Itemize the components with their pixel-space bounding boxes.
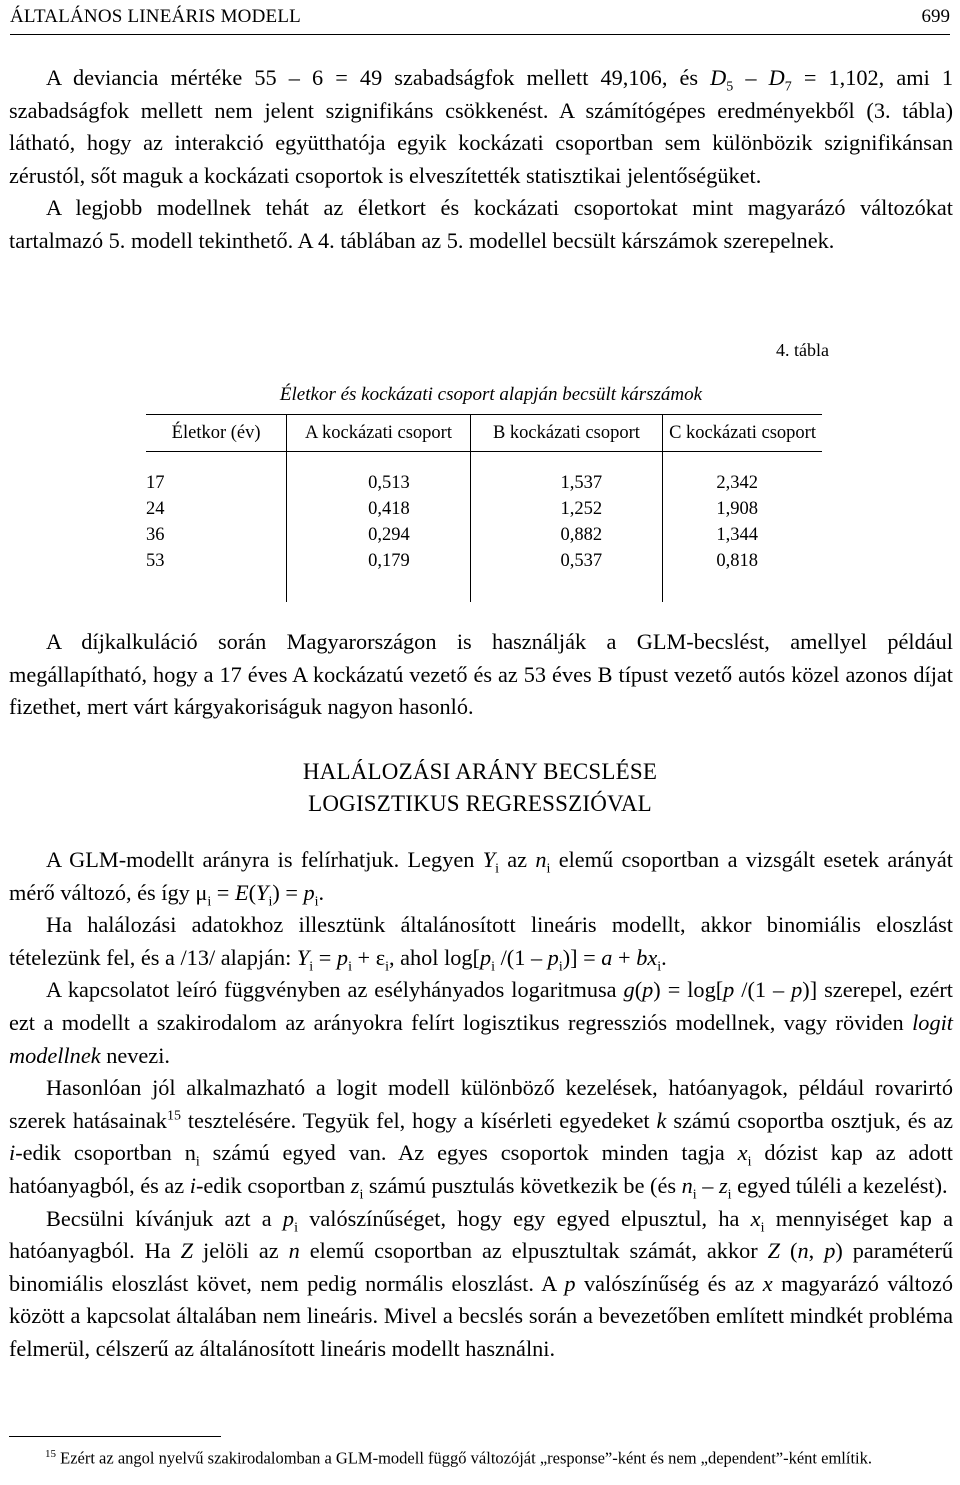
- table-cell: 1,908: [663, 496, 822, 522]
- table-row: [146, 522, 822, 548]
- section-title-line-1: HALÁLOZÁSI ARÁNY BECSLÉSE: [302, 759, 658, 784]
- paragraph-pricing: A díjkalkuláció során Magyarországon is használják a GLM-becslést, amellyel például megállapítható, hogy a 17 éves A kockázatú vezető és az 53 éves B típust vezető autós közel azonos díjat fizethet, mert várt kárgyakoriságuk nagyon hasonló.: [9, 629, 953, 720]
- table-cell: 53: [146, 550, 165, 571]
- intro-paragraphs: [9, 62, 953, 258]
- footnote-reference: 15: [166, 1108, 181, 1124]
- paragraph-best-model: A legjobb modellnek tehát az életkort és kockázati csoportokat mint magyarázó változókat tartalmazó 5. modell tekinthető. A 4. táblában az 5. modellel becsült kárszámok szerepelnek.: [9, 195, 953, 253]
- table-spacer: [146, 452, 822, 471]
- estimated-claims-table: [146, 414, 822, 602]
- header-rule: [10, 34, 950, 35]
- footnote-mark: 15: [45, 1448, 56, 1460]
- table-cell: 1,252: [470, 496, 662, 522]
- paragraph-glm-ratio: A GLM-modellt arányra is felírhatjuk. Legyen $Y_i$ az $n_i$ elemű csoportban a vizsgált esetek arányát mérő változó, és így $\mu_i = E(Y_i) = p_i$.: [9, 847, 953, 910]
- footnote-text: Ezért az angol nyelvű szakirodalomban a GLM-modell függő változóját „response”-ként és nem „dependent”-ként említik.: [56, 1448, 873, 1468]
- table-row: [146, 470, 822, 496]
- column-header-group-a: A kockázati csoport: [287, 415, 471, 452]
- table-row: [146, 548, 822, 574]
- table-cell: 0,294: [287, 522, 471, 548]
- table-cell: 36: [146, 524, 165, 545]
- running-title: ÁLTALÁNOS LINEÁRIS MODELL: [10, 6, 301, 27]
- paragraph-deviance: A deviancia mértéke 55 – 6 = 49 szabadságfok mellett 49,106, és $D_5 - D_7 = 1,102$, ami 1 szabadságfok mellett nem jelent szignifikáns csökkenést. A számítógépes eredményekből (3. tábla) látható, hogy az interakció együtthatója egyik kockázati csoportban sem különbözik szignifikánsan zérustól, sőt maguk a kockázati csoportok is elveszítették statisztikai jelentőségüket.: [9, 65, 954, 188]
- paragraph-binomial: Ha halálozási adatokhoz illesztünk általánosított lineáris modellt, akkor binomiális eloszlást tételezünk fel, és a /13/ alapján: $Y_i = p_i + \varepsilon_i$, ahol $\log[p_i$ $/(1 - p_i)] = a + bx_i$.: [9, 912, 953, 975]
- table-tail: [146, 574, 822, 602]
- table-cell: 0,513: [287, 470, 471, 496]
- table-header-row: [146, 415, 822, 452]
- table-cell: 0,537: [470, 548, 662, 574]
- paragraph-estimation: Becsülni kívánjuk azt a $p_i$ valószínűséget, hogy egy egyed elpusztul, ha $x_i$ mennyiséget kap a hatóanyagból. Ha Z jelöli az n elemű csoportban az elpusztultak számát, akkor Z (n, p) paraméterű binomiális eloszlást követ, nem pedig normális eloszlást. A p valószínűség és az x magyarázó változó között a kapcsolat általában nem lineáris. Mivel a becslés során a bevezetőben említett mindkét probléma felmerül, célszerű az általánosított lineáris modellt használni.: [9, 1205, 954, 1361]
- table-cell: 2,342: [663, 470, 822, 496]
- table-row: [146, 496, 822, 522]
- table-cell: 0,818: [663, 548, 822, 574]
- table-cell: 0,418: [287, 496, 471, 522]
- column-header-age: Életkor (év): [146, 415, 287, 452]
- table-caption: Életkor és kockázati csoport alapján becsült kárszámok: [279, 384, 703, 405]
- footnote-rule: [9, 1436, 221, 1437]
- section-body: [9, 844, 953, 1366]
- column-header-group-b: B kockázati csoport: [470, 415, 662, 452]
- footnote: [9, 1444, 953, 1469]
- after-table-paragraphs: [9, 626, 953, 724]
- table-cell: 17: [146, 472, 165, 493]
- section-title-line-2: LOGISZTIKUS REGRESSZIÓVAL: [308, 791, 652, 816]
- paragraph-dose-response: Hasonlóan jól alkalmazható a logit modell különböző kezelések, hatóanyagok, például rovarirtó szerek hatásainak$^{15}$ tesztelésére. Tegyük fel, hogy a kísérleti egyedeket k számú csoportba osztjuk, és az i-edik csoportban $n_i$ számú egyed van. Az egyes csoportok minden tagja $x_i$ dózist kap az adott hatóanyagból, és az i-edik csoportban $z_i$ számú pusztulás következik be (és $n_i - z_i$ egyed túléli a kezelést).: [9, 1075, 953, 1203]
- table-cell: 0,882: [470, 522, 662, 548]
- page-header: [10, 2, 950, 34]
- table-cell: 1,537: [470, 470, 662, 496]
- paragraph-logit: A kapcsolatot leíró függvényben az esélyhányados logaritmusa g(p) = log[p /(1 – p)] szerepel, ezért ezt a modellt a szakirodalom az arányokra felírt logisztikus regressziós modellnek, vagy röviden logit modellnek nevezi.: [9, 977, 953, 1068]
- table-cell: 0,179: [287, 548, 471, 574]
- column-header-group-c: C kockázati csoport: [663, 415, 822, 452]
- table-cell: 24: [146, 498, 165, 519]
- page-number: 699: [921, 6, 950, 27]
- table-number: 4. tábla: [776, 340, 829, 360]
- table-cell: 1,344: [663, 522, 822, 548]
